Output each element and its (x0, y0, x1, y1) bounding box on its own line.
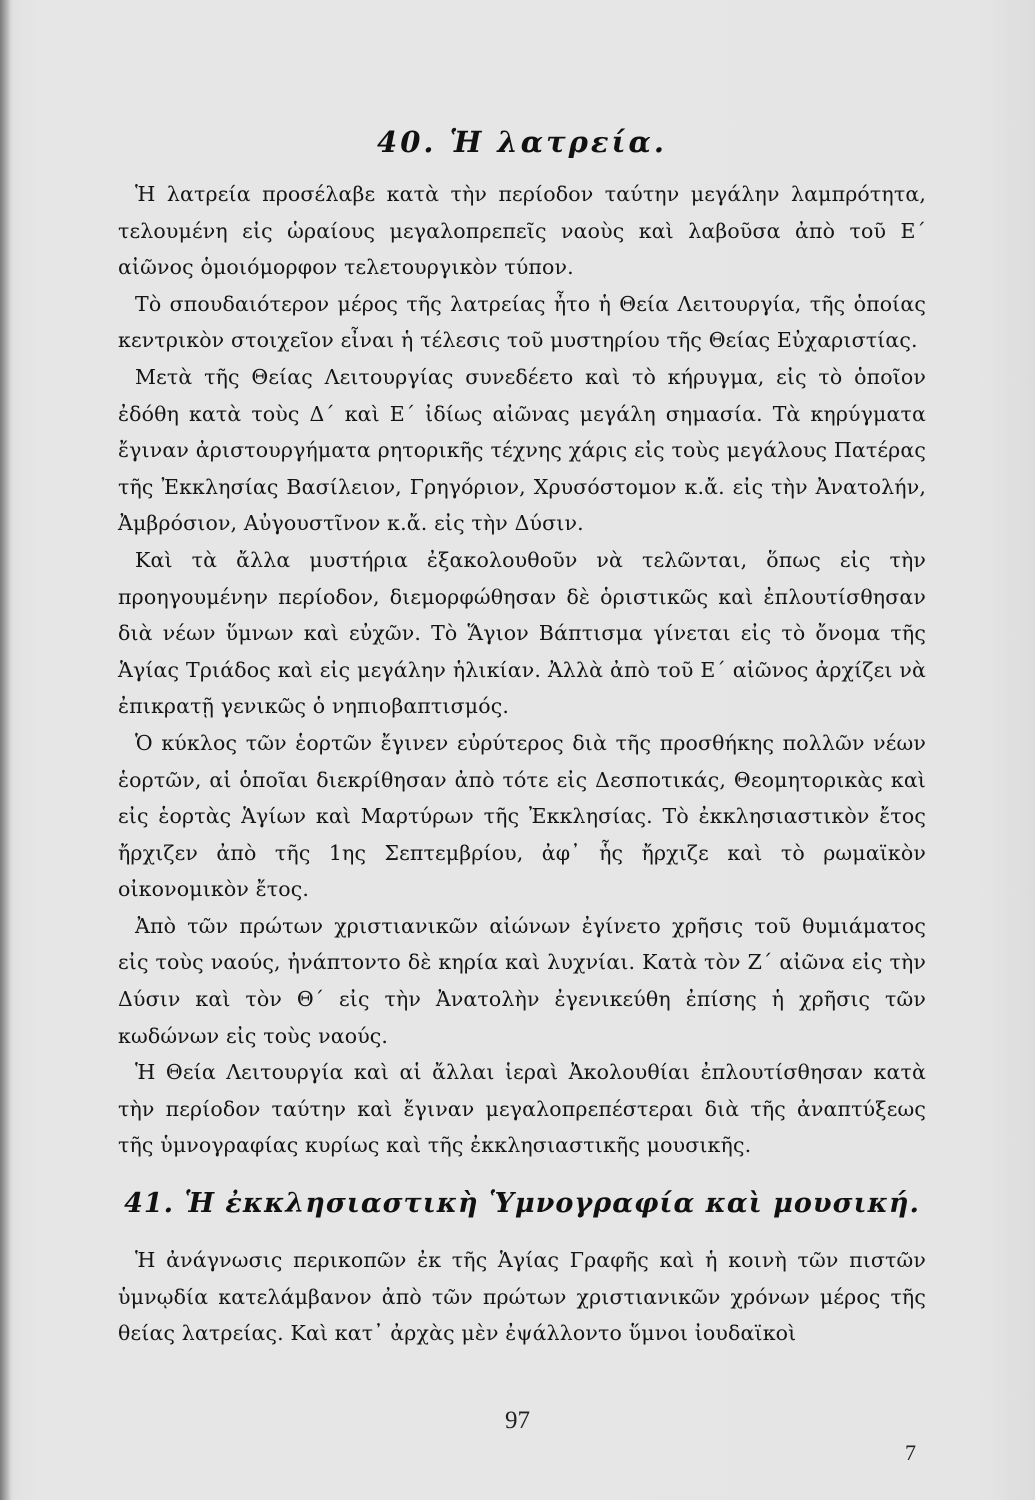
sheet-number: 7 (905, 1440, 916, 1465)
section-40-paragraph: Μετὰ τῆς Θείας Λειτουργίας συνεδέετο καὶ τὸ κήρυγμα, εἰς τὸ ὁποῖον ἐδόθη κατὰ τοὺς Δ΄ καὶ Ε΄ ἰδίως αἰῶνας μεγάλη σημασία. Τὰ κηρύγματα ἔγιναν ἀριστουργήματα ρητορικῆς τέχνης χάρις εἰς τοὺς μεγάλους Πατέρας τῆς Ἐκκλησίας Βασίλειον, Γρηγόριον, Χρυσόστομον κ.ἄ. εἰς τὴν Ἀνατολήν, Ἀμβρόσιον, Αὐγουστῖνον κ.ἄ. εἰς τὴν Δύσιν. (118, 364, 926, 536)
section-40-paragraph: Ἀπὸ τῶν πρώτων χριστιανικῶν αἰώνων ἐγίνετο χρῆσις τοῦ θυμιάματος εἰς τοὺς ναούς, ἠνάπτοντο δὲ κηρία καὶ λυχνίαι. Κατὰ τὸν Ζ΄ αἰῶνα εἰς τὴν Δύσιν καὶ τὸν Θ΄ εἰς τὴν Ἀνατολὴν ἐγενικεύθη ἐπίσης ἡ χρῆσις τῶν κωδώνων εἰς τοὺς ναούς. (118, 913, 926, 1048)
section-40-paragraph: Ἡ Θεία Λειτουργία καὶ αἱ ἄλλαι ἱεραὶ Ἀκολουθίαι ἐπλουτίσθησαν κατὰ τὴν περίοδον ταύτην καὶ ἔγιναν μεγαλοπρεπέστεραι διὰ τῆς ἀναπτύξεως τῆς ὑμνογραφίας κυρίως καὶ τῆς ἐκκλησιαστικῆς μουσικῆς. (118, 1060, 926, 1158)
section-40-paragraph: Ἡ λατρεία προσέλαβε κατὰ τὴν περίοδον ταύτην μεγάλην λαμπρότητα, τελουμένη εἰς ὡραίους μεγαλοπρεπεῖς ναοὺς καὶ λαβοῦσα ἀπὸ τοῦ Ε΄ αἰῶνος ὁμοιόμορφον τελετουργικὸν τύπον. (118, 182, 926, 280)
section-40-paragraph: Ὁ κύκλος τῶν ἑορτῶν ἔγινεν εὐρύτερος διὰ τῆς προσθήκης πολλῶν νέων ἑορτῶν, αἱ ὁποῖαι διεκρίθησαν ἀπὸ τότε εἰς Δεσποτικάς, Θεομητορικὰς καὶ εἰς ἑορτὰς Ἁγίων καὶ Μαρτύρων τῆς Ἐκκλησίας. Τὸ ἐκκλησιαστικὸν ἔτος ἤρχιζεν ἀπὸ τῆς 1ης Σεπτεμβρίου, ἀφ᾽ ἧς ἤρχιζε καὶ τὸ ρωμαϊκὸν οἰκονομικὸν ἔτος. (118, 730, 926, 902)
section-40-paragraph: Καὶ τὰ ἄλλα μυστήρια ἐξακολουθοῦν νὰ τελῶνται, ὅπως εἰς τὴν προηγουμένην περίοδον, διεμορφώθησαν δὲ ὁριστικῶς καὶ ἐπλουτίσθησαν διὰ νέων ὕμνων καὶ εὐχῶν. Τὸ Ἅγιον Βάπτισμα γίνεται εἰς τὸ ὄνομα τῆς Ἁγίας Τριάδος καὶ εἰς μεγάλην ἡλικίαν. Ἀλλὰ ἀπὸ τοῦ Ε΄ αἰῶνος ἀρχίζει νὰ ἐπικρατῇ γενικῶς ὁ νηπιοβαπτισμός. (118, 547, 926, 719)
section-41-paragraph: Ἡ ἀνάγνωσις περικοπῶν ἐκ τῆς Ἁγίας Γραφῆς καὶ ἡ κοινὴ τῶν πιστῶν ὑμνῳδία κατελάμβανον ἀπὸ τῶν πρώτων χριστιανικῶν χρόνων μέρος τῆς θείας λατρείας. Καὶ κατ᾽ ἀρχὰς μὲν ἐψάλλοντο ὕμνοι ἰουδαϊκοὶ (118, 1248, 926, 1346)
page-text (118, 122, 926, 1352)
page-number: 97 (505, 1407, 530, 1434)
section-41-title: 41. Ἡ ἐκκλησιαστικὴ Ὑμνογραφία καὶ μουσική. (124, 1188, 920, 1220)
section-40-title: 40. Ἡ λατρεία. (377, 125, 667, 159)
section-40-paragraph: Τὸ σπουδαιότερον μέρος τῆς λατρείας ἦτο ἡ Θεία Λειτουργία, τῆς ὁποίας κεντρικὸν στοιχεῖον εἶναι ἡ τέλεσις τοῦ μυστηρίου τῆς Θείας Εὐχαριστίας. (118, 291, 926, 353)
binding-shadow (0, 0, 10, 1500)
